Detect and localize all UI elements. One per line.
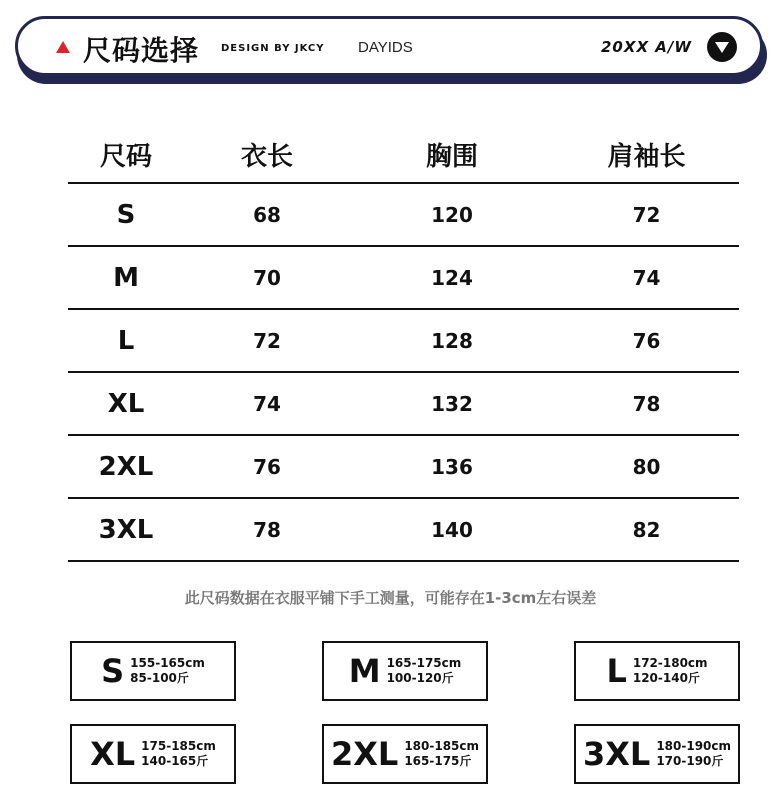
chevron-down-circle-icon[interactable]: [707, 32, 737, 62]
cell-size: XL: [68, 372, 184, 435]
cell-length: 70: [184, 246, 350, 309]
brand-name: DAYIDS: [358, 39, 413, 56]
rec-height: 165-175cm: [386, 656, 462, 670]
cell-length: 68: [184, 183, 350, 246]
recommendation-box: [574, 724, 740, 784]
recommendation-box: [322, 641, 488, 701]
cell-sleeve: 78: [554, 372, 739, 435]
rec-weight: 140-165斤: [141, 754, 209, 768]
cell-size: 3XL: [68, 498, 184, 561]
table-header-row: [68, 126, 739, 183]
cell-sleeve: 74: [554, 246, 739, 309]
recommendation-box: [574, 641, 740, 701]
cell-size: S: [68, 183, 184, 246]
cell-length: 78: [184, 498, 350, 561]
season-label: 20XX A/W: [601, 38, 692, 56]
rec-size: S: [101, 652, 125, 690]
cell-sleeve: 80: [554, 435, 739, 498]
cell-size: L: [68, 309, 184, 372]
design-credit: DESIGN BY JKCY: [221, 43, 325, 54]
table-row: [68, 246, 739, 309]
rec-height: 175-185cm: [141, 739, 216, 753]
cell-length: 74: [184, 372, 350, 435]
rec-size: 3XL: [582, 735, 651, 773]
header-chest: 胸围: [350, 126, 554, 183]
table-row: [68, 309, 739, 372]
cell-sleeve: 72: [554, 183, 739, 246]
header-length: 衣长: [184, 126, 350, 183]
cell-chest: 128: [350, 309, 554, 372]
table-row: [68, 372, 739, 435]
cell-length: 72: [184, 309, 350, 372]
rec-size: M: [348, 652, 381, 690]
header-sleeve: 肩袖长: [554, 126, 739, 183]
cell-sleeve: 82: [554, 498, 739, 561]
page-title: 尺码选择: [83, 34, 200, 67]
rec-size: 2XL: [330, 735, 399, 773]
triangle-up-icon: [56, 41, 70, 53]
header-banner: [15, 16, 763, 76]
rec-size: XL: [90, 735, 136, 773]
table-row: [68, 435, 739, 498]
rec-height: 180-185cm: [404, 739, 480, 753]
rec-height: 180-190cm: [656, 739, 732, 753]
rec-weight: 85-100斤: [130, 671, 189, 685]
recommendation-box: [70, 641, 236, 701]
measurement-note: 此尺码数据在衣服平铺下手工测量，可能存在1-3cm左右误差: [184, 589, 597, 607]
rec-height: 172-180cm: [632, 656, 708, 670]
cell-chest: 132: [350, 372, 554, 435]
rec-size: L: [606, 652, 627, 690]
rec-weight: 170-190斤: [656, 754, 724, 768]
cell-size: 2XL: [68, 435, 184, 498]
rec-weight: 100-120斤: [386, 671, 454, 685]
cell-chest: 120: [350, 183, 554, 246]
table-row: [68, 183, 739, 246]
table-row: [68, 498, 739, 561]
rec-weight: 120-140斤: [632, 671, 700, 685]
cell-size: M: [68, 246, 184, 309]
rec-weight: 165-175斤: [404, 754, 472, 768]
cell-chest: 140: [350, 498, 554, 561]
cell-chest: 124: [350, 246, 554, 309]
recommendation-box: [322, 724, 488, 784]
recommendation-box: [70, 724, 236, 784]
rec-height: 155-165cm: [130, 656, 205, 670]
header-size: 尺码: [68, 126, 184, 183]
cell-chest: 136: [350, 435, 554, 498]
cell-sleeve: 76: [554, 309, 739, 372]
cell-length: 76: [184, 435, 350, 498]
size-table: [68, 126, 739, 562]
